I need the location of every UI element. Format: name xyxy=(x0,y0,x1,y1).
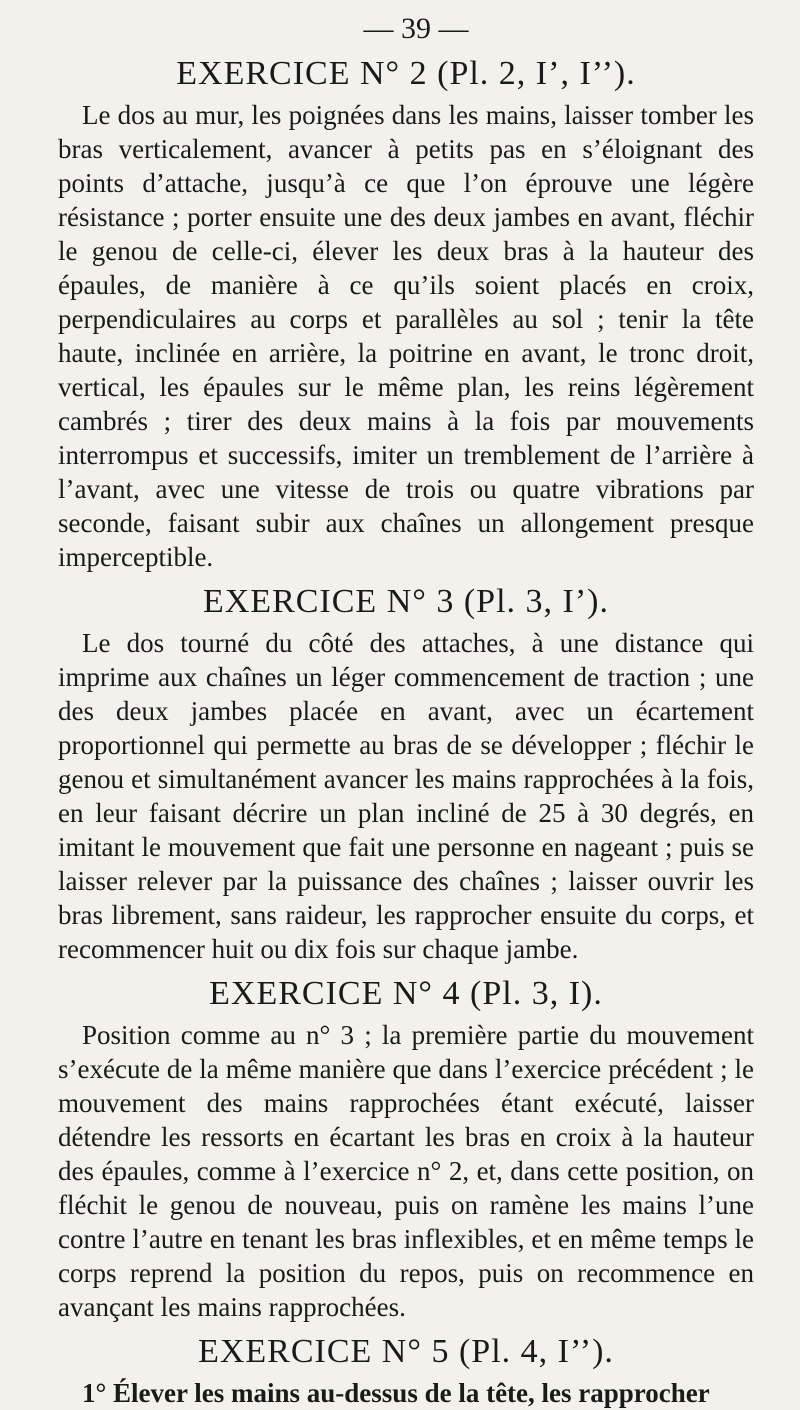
exercise-body: Le dos tourné du côté des attaches, à une distance qui imprime aux chaînes un léger commencement de traction ; une des deux jambes placée en avant, avec un écartement proportionnel qui permette au bras de se développer ; fléchir le genou et simultanément avancer les mains rapprochées à la fois, en leur faisant décrire un plan incliné de 25 à 30 degrés, en imitant le mouvement que fait une personne en nageant ; puis se laisser relever par la puissance des chaînes ; laisser ouvrir les bras librement, sans raideur, les rapprocher ensuite du corps, et recommencer huit ou dix fois sur chaque jambe. xyxy=(58,628,754,964)
exercise-body-start: 1° Élever les mains au-dessus de la tête, les rapprocher xyxy=(82,1378,710,1408)
exercise-2 xyxy=(58,52,754,574)
exercise-3 xyxy=(58,580,754,966)
exercise-title: EXERCICE N° 4 (Pl. 3, I). xyxy=(209,975,603,1012)
exercise-5 xyxy=(58,1330,754,1410)
exercise-body: Le dos au mur, les poignées dans les mains, laisser tomber les bras verticalement, avancer à petits pas en s’éloignant des points d’attache, jusqu’à ce que l’on éprouve une légère résistance ; porter ensuite une des deux jambes en avant, fléchir le genou de celle-ci, élever les deux bras à la hauteur des épaules, de manière à ce qu’ils soient placés en croix, perpendiculaires au corps et parallèles au sol ; tenir la tête haute, inclinée en arrière, la poitrine en avant, le tronc droit, vertical, les épaules sur le même plan, les reins légèrement cambrés ; tirer des deux mains à la fois par mouvements interrompus et successifs, imiter un tremblement de l’arrière à l’avant, avec une vitesse de trois ou quatre vibrations par seconde, faisant subir aux chaînes un allongement presque imperceptible. xyxy=(58,100,754,572)
exercise-body: Position comme au n° 3 ; la première partie du mouvement s’exécute de la même manière que dans l’exercice précédent ; le mouvement des mains rapprochées étant exécuté, laisser détendre les ressorts en écartant les bras en croix à la hauteur des épaules, comme à l’exercice n° 2, et, dans cette position, on fléchit le genou de nouveau, puis on ramène les mains l’une contre l’autre en tenant les bras inflexibles, et en même temps le corps reprend la position du repos, puis on recommence en avançant les mains rapprochées. xyxy=(58,1020,754,1322)
exercise-title: EXERCICE N° 5 (Pl. 4, I’’). xyxy=(198,1333,614,1370)
exercise-4 xyxy=(58,972,754,1324)
exercise-title: EXERCICE N° 3 (Pl. 3, I’). xyxy=(202,583,609,620)
exercise-title: EXERCICE N° 2 (Pl. 2, I’, I’’). xyxy=(176,55,636,92)
page-number: — 39 — xyxy=(363,12,469,45)
